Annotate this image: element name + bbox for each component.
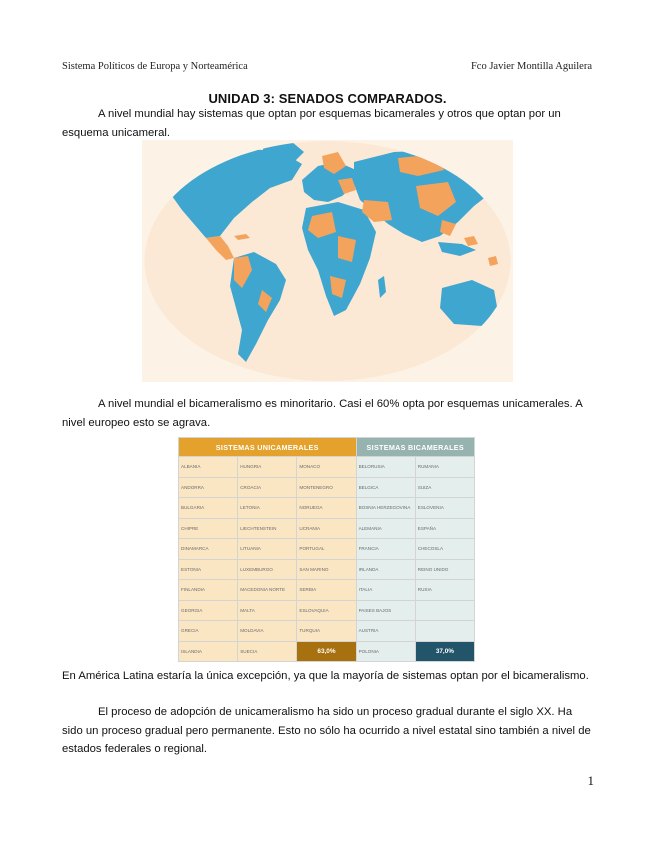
table-cell: LETONIA (238, 498, 297, 519)
running-header-right: Fco Javier Montilla Aguilera (470, 61, 592, 72)
table-row (179, 580, 475, 601)
table-row (179, 498, 475, 519)
unicameral-systems-header: SISTEMAS UNICAMERALES (179, 438, 357, 457)
table-cell: ESLOVENIA (415, 498, 474, 519)
table-cell: FRANCIA (356, 539, 415, 560)
table-cell: BELORUSIA (356, 457, 415, 478)
table-row (179, 539, 475, 560)
table-cell: LITUANIA (238, 539, 297, 560)
table-row (179, 477, 475, 498)
bicameral-percentage: 37,0% (415, 641, 474, 662)
table-cell: FINLANDIA (179, 580, 238, 601)
table-cell: ESLOVAQUIA (297, 600, 356, 621)
table-cell: PORTUGAL (297, 539, 356, 560)
table-row (179, 600, 475, 621)
paragraph-latin-america: En América Latina estaría la única excepción, ya que la mayoría de sistemas optan por el bicameralismo. (62, 670, 589, 682)
table-cell: GRECIA (179, 621, 238, 642)
table-cell: NORUEGA (297, 498, 356, 519)
table-cell: ISLANDIA (179, 641, 238, 662)
table-cell: MONACO (297, 457, 356, 478)
paragraph-bicameralism-world: A nivel mundial el bicameralismo es minoritario. Casi el 60% opta por esquemas unicamerales. A nivel europeo esto se agrava. (62, 398, 583, 429)
table-row (179, 518, 475, 539)
bicameral-systems-header: SISTEMAS BICAMERALES (356, 438, 474, 457)
table-cell: SUECIA (238, 641, 297, 662)
table-cell: UCRANIA (297, 518, 356, 539)
table-cell: MALTA (238, 600, 297, 621)
table-cell: ALEMANIA (356, 518, 415, 539)
world-map-image (142, 140, 513, 382)
table-row (179, 457, 475, 478)
table-cell: PAISES BAJOS (356, 600, 415, 621)
table-cell: DINAMARCA (179, 539, 238, 560)
table-cell: IRLANDA (356, 559, 415, 580)
table-cell: ALBANIA (179, 457, 238, 478)
table-cell: ESPAÑA (415, 518, 474, 539)
table-cell: MOLDAVIA (238, 621, 297, 642)
table-cell: CHIPRE (179, 518, 238, 539)
table-cell: POLONIA (356, 641, 415, 662)
table-cell: LUXEMBURGO (238, 559, 297, 580)
table-cell: LIECHTENSTEIN (238, 518, 297, 539)
section-title: UNIDAD 3: SENADOS COMPARADOS. (208, 91, 447, 106)
table-cell: RUMANIA (415, 457, 474, 478)
table-cell: MACEDONIA NORTE (238, 580, 297, 601)
table-cell: ANDORRA (179, 477, 238, 498)
table-cell: CHECOSLA (415, 539, 474, 560)
table-cell: SERBIA (297, 580, 356, 601)
table-cell: SUIZA (415, 477, 474, 498)
table-cell: MONTENEGRO (297, 477, 356, 498)
table-cell: ESTONIA (179, 559, 238, 580)
table-cell: BULGARIA (179, 498, 238, 519)
paragraph-unicameralism-process: El proceso de adopción de unicameralismo ha sido un proceso gradual durante el siglo XX. Ha sido un proceso gradual pero permanente. Esto no sólo ha ocurrido a nivel estatal sino también a nivel de estados federales o regional. (62, 706, 591, 755)
table-cell: SAN MARINO (297, 559, 356, 580)
table-cell: REINO UNIDO (415, 559, 474, 580)
unicameral-percentage: 63,0% (297, 641, 356, 662)
table-cell (415, 600, 474, 621)
table-total-row (179, 641, 475, 662)
paragraph-intro: A nivel mundial hay sistemas que optan por esquemas bicamerales y otros que optan por un esquema unicameral. (62, 108, 561, 139)
table-cell: GEORGIA (179, 600, 238, 621)
table-cell: TURQUIA (297, 621, 356, 642)
table-cell: CROACIA (238, 477, 297, 498)
table-cell: HUNGRIA (238, 457, 297, 478)
table-cell: AUSTRIA (356, 621, 415, 642)
table-header-row (179, 438, 475, 457)
page-number: 1 (587, 773, 594, 788)
table-row (179, 559, 475, 580)
unicameral-bicameral-table (178, 437, 475, 662)
running-header-left: Sistema Políticos de Europa y Norteamérica (62, 61, 248, 72)
table-row (179, 621, 475, 642)
table-cell: RUSIA (415, 580, 474, 601)
table-cell: ITALIA (356, 580, 415, 601)
table-cell (415, 621, 474, 642)
table-cell: BELGICA (356, 477, 415, 498)
table-cell: BOSNIA HERZEGOVINA (356, 498, 415, 519)
